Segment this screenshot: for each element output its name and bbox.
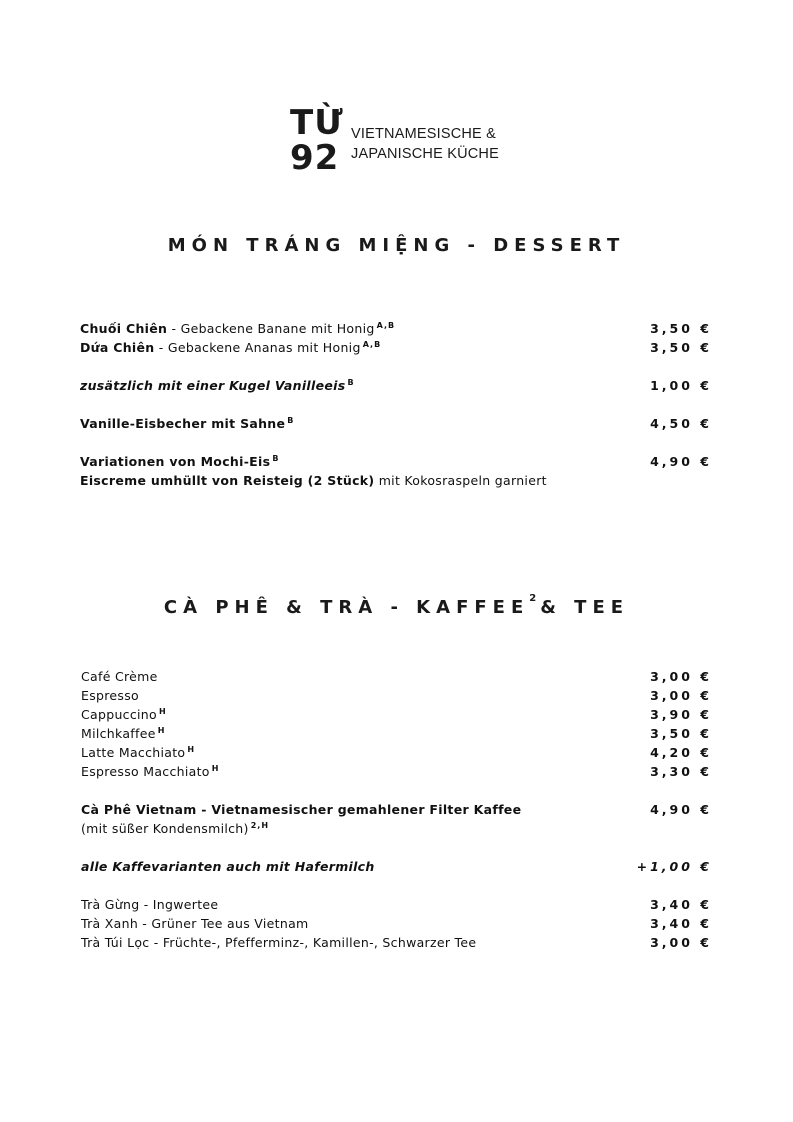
menu-item <box>81 914 712 933</box>
item-price: 3,00 € <box>650 935 712 950</box>
allergen-codes: A,B <box>376 321 396 330</box>
allergen-codes: 2,H <box>250 821 270 830</box>
menu-item <box>81 705 712 724</box>
menu-item <box>81 800 712 819</box>
coffee-title-end: & TEE <box>540 597 630 618</box>
item-price: 3,40 € <box>650 916 712 931</box>
item-price: 4,90 € <box>650 802 712 817</box>
item-name: Café Crème <box>81 669 158 684</box>
item-price: 4,20 € <box>650 745 712 760</box>
menu-item <box>80 414 712 433</box>
item-name: Variationen von Mochi-Eis <box>80 454 271 469</box>
menu-item <box>80 338 712 357</box>
allergen-codes: B <box>287 416 295 425</box>
logo-line-1: TỪ <box>290 103 344 143</box>
item-name: Espresso <box>81 688 139 703</box>
item-price: 3,50 € <box>650 321 712 336</box>
item-name: zusätzlich mit einer Kugel Vanilleeis <box>80 378 346 393</box>
allergen-codes: H <box>187 745 196 754</box>
coffee-title-footnote: 2 <box>529 593 537 604</box>
item-name: Trà Gừng - Ingwertee <box>81 897 219 912</box>
menu-item <box>81 686 712 705</box>
menu-item <box>81 857 712 876</box>
coffee-section-title <box>0 593 793 618</box>
item-price: 1,00 € <box>650 378 712 393</box>
dessert-section-title: MÓN TRÁNG MIỆNG - DESSERT <box>167 235 626 256</box>
logo-subtitle <box>351 124 499 164</box>
item-name: Trà Túi Lọc - Früchte-, Pfefferminz-, Kamillen-, Schwarzer Tee <box>81 935 477 950</box>
item-price: 3,00 € <box>650 669 712 684</box>
allergen-codes: H <box>158 707 167 716</box>
allergen-codes: H <box>157 726 166 735</box>
item-name: Eiscreme umhüllt von Reisteig (2 Stück) <box>80 473 375 488</box>
allergen-codes: H <box>211 764 220 773</box>
item-description: - Gebackene Ananas mit Honig <box>154 340 361 355</box>
item-name: Chuối Chiên <box>80 321 168 336</box>
item-name: Latte Macchiato <box>81 745 186 760</box>
coffee-title-main: CÀ PHÊ & TRÀ - KAFFEE <box>163 597 530 618</box>
item-name: (mit süßer Kondensmilch) <box>81 821 249 836</box>
allergen-codes: B <box>272 454 280 463</box>
menu-item <box>81 933 712 952</box>
item-name: Cà Phê Vietnam - Vietnamesischer gemahlener Filter Kaffee <box>81 802 522 817</box>
item-price: 3,50 € <box>650 340 712 355</box>
menu-item <box>81 724 712 743</box>
restaurant-logo <box>290 103 530 178</box>
menu-item-detail <box>81 819 712 838</box>
item-name: Cappuccino <box>81 707 157 722</box>
item-name: Milchkaffee <box>81 726 156 741</box>
item-description: mit Kokosraspeln garniert <box>374 473 547 488</box>
logo-subtitle-line-2: JAPANISCHE KÜCHE <box>351 146 499 162</box>
menu-item <box>81 743 712 762</box>
allergen-codes: B <box>347 378 355 387</box>
item-price: 3,50 € <box>650 726 712 741</box>
item-price: 3,90 € <box>650 707 712 722</box>
menu-item <box>81 762 712 781</box>
item-price: 3,30 € <box>650 764 712 779</box>
menu-item-detail <box>80 471 712 490</box>
allergen-codes: A,B <box>362 340 382 349</box>
item-price: 4,90 € <box>650 454 712 469</box>
item-name: alle Kaffevarianten auch mit Hafermilch <box>81 859 375 874</box>
item-price: 3,00 € <box>650 688 712 703</box>
logo-subtitle-line-1: VIETNAMESISCHE & <box>351 126 497 142</box>
menu-item <box>81 667 712 686</box>
item-name: Vanille-Eisbecher mit Sahne <box>80 416 286 431</box>
item-price: 4,50 € <box>650 416 712 431</box>
menu-item <box>80 452 712 471</box>
item-description: - Gebackene Banane mit Honig <box>167 321 375 336</box>
item-name: Trà Xanh - Grüner Tee aus Vietnam <box>81 916 309 931</box>
menu-item <box>81 895 712 914</box>
item-name: Dứa Chiên <box>80 340 155 355</box>
item-name: Espresso Macchiato <box>81 764 210 779</box>
logo-mark <box>290 103 350 178</box>
menu-item <box>80 376 712 395</box>
logo-line-2: 92 <box>290 138 340 178</box>
item-price: 3,40 € <box>650 897 712 912</box>
item-price: +1,00 € <box>636 859 712 874</box>
menu-item <box>80 319 712 338</box>
